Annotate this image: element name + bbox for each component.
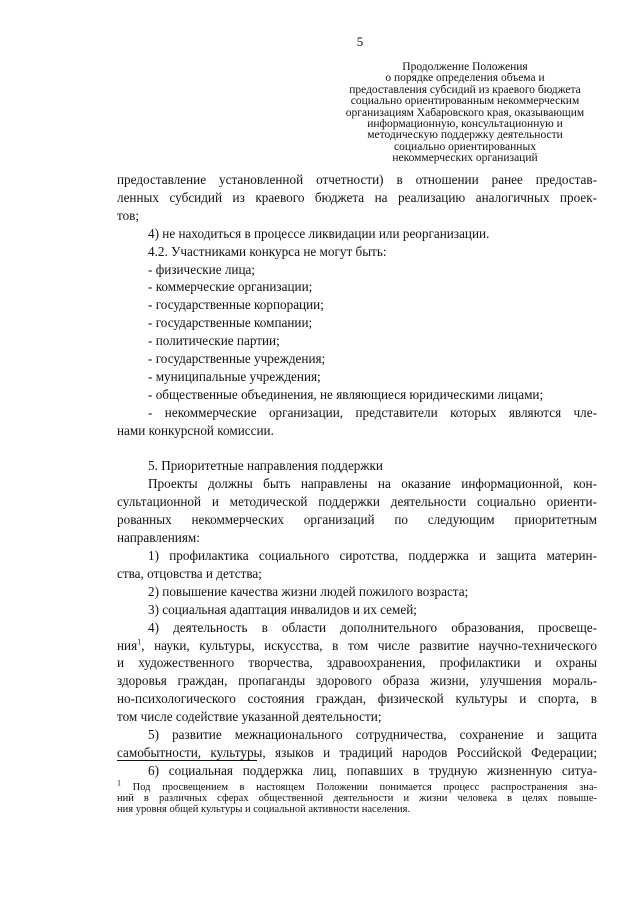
footnote-separator [117,760,257,761]
text-line: нами конкурсной комиссии. [117,422,274,438]
text-line: том числе содействие указанной деятельности; [117,709,382,725]
blank-line [117,440,597,458]
footnote [117,778,598,815]
document-body [117,171,597,780]
text-line: Проекты должны быть направлены на оказание информационной, кон- [148,476,597,492]
text-line: 4) деятельность в области дополнительного образования, просвеще- [148,619,597,635]
header-line: предоставления субсидий из краевого бюджета [349,83,581,96]
document-header [330,62,600,165]
text-fragment: ния [117,637,138,653]
direction-6: 6) социальная поддержка лиц, попавших в трудную жизненную ситуа- [148,762,597,778]
direction-4 [117,619,597,726]
clause-4-2: 4.2. Участниками конкурса не могут быть: [148,243,387,259]
text-line: ства, отцовства и детства; [117,565,262,581]
excluded-item: - государственные компании; [148,315,313,331]
header-line: социально ориентированным некоммерческим [350,95,580,108]
text-line: тов; [117,207,140,223]
text-line: самобытности, культуры, языков и традиций народов Российской Федерации; [117,744,597,760]
header-line: о порядке определения объема и [385,72,545,85]
text-line: и художественного творчества, здравоохранения, профилактики и охраны [117,655,597,671]
text-line: предоставление установленной отчетности) в отношении ранее предостав- [117,172,597,187]
excluded-item: - коммерческие организации; [148,279,313,295]
section-5-title: 5. Приоритетные направления поддержки [148,458,383,474]
header-line: социально ориентированных [394,140,536,153]
text-line: ленных субсидий из краевого бюджета на реализацию аналогичных проек- [117,189,597,205]
footnote-line: ния уровня общей культуры и социальной активности населения. [117,803,411,815]
section-5-intro [117,475,597,547]
page-number: 5 [356,34,364,49]
text-line: здоровья граждан, пропаганды здорового образа жизни, улучшения мораль- [117,673,597,689]
text-line: 5) развитие межнационального сотрудничества, сохранение и защита [148,727,597,743]
excluded-item: - политические партии; [148,333,280,349]
header-line: информационную, консультационную и [367,118,563,131]
excluded-item-last [117,404,597,440]
text-line [117,637,597,655]
direction-2: 2) повышение качества жизни людей пожилого возраста; [148,583,469,599]
text-line: но-психологического состояния граждан, физической культуры и спорта, в [117,691,597,707]
text-line: рованных некоммерческих организаций по следующим приоритетным [117,512,597,528]
header-line: Продолжение Положения [402,61,528,73]
excluded-item: - общественные объединения, не являющиеся юридическими лицами; [148,386,544,402]
text-line: - некоммерческие организации, представители которых являются чле- [148,404,597,420]
text-line: сультационной и методической поддержки деятельности социально ориенти- [117,494,597,510]
text-fragment: , науки, культуры, искусства, в том числе развитие научно-технического [141,637,597,653]
text-line: 1) профилактика социального сиротства, поддержка и защита материн- [148,548,597,564]
footnote-text: Под просвещением в настоящем Положении понимается процесс распространения зна- [132,782,598,793]
excluded-item: - государственные учреждения; [148,351,326,367]
footnote-reference: 1 [137,637,142,647]
direction-5 [117,726,597,762]
direction-3: 3) социальная адаптация инвалидов и их семей; [148,601,417,617]
direction-1 [117,547,597,583]
header-line: организациям Хабаровского края, оказывающим [345,106,585,119]
excluded-item: - государственные корпорации; [148,297,324,313]
paragraph-report [117,171,597,225]
footnote-mark: 1 [117,778,121,788]
excluded-item: - муниципальные учреждения; [148,368,321,384]
requirement-item-4: 4) не находиться в процессе ликвидации или реорганизации. [148,225,490,241]
header-line: методическую поддержку деятельности [367,129,563,142]
header-line: некоммерческих организаций [392,152,538,165]
text-line: направлениям: [117,530,200,546]
excluded-item: - физические лица; [148,261,256,277]
footnote-line: ний в различных сферах общественной деятельности и жизни человека в целях повыше- [117,792,597,804]
